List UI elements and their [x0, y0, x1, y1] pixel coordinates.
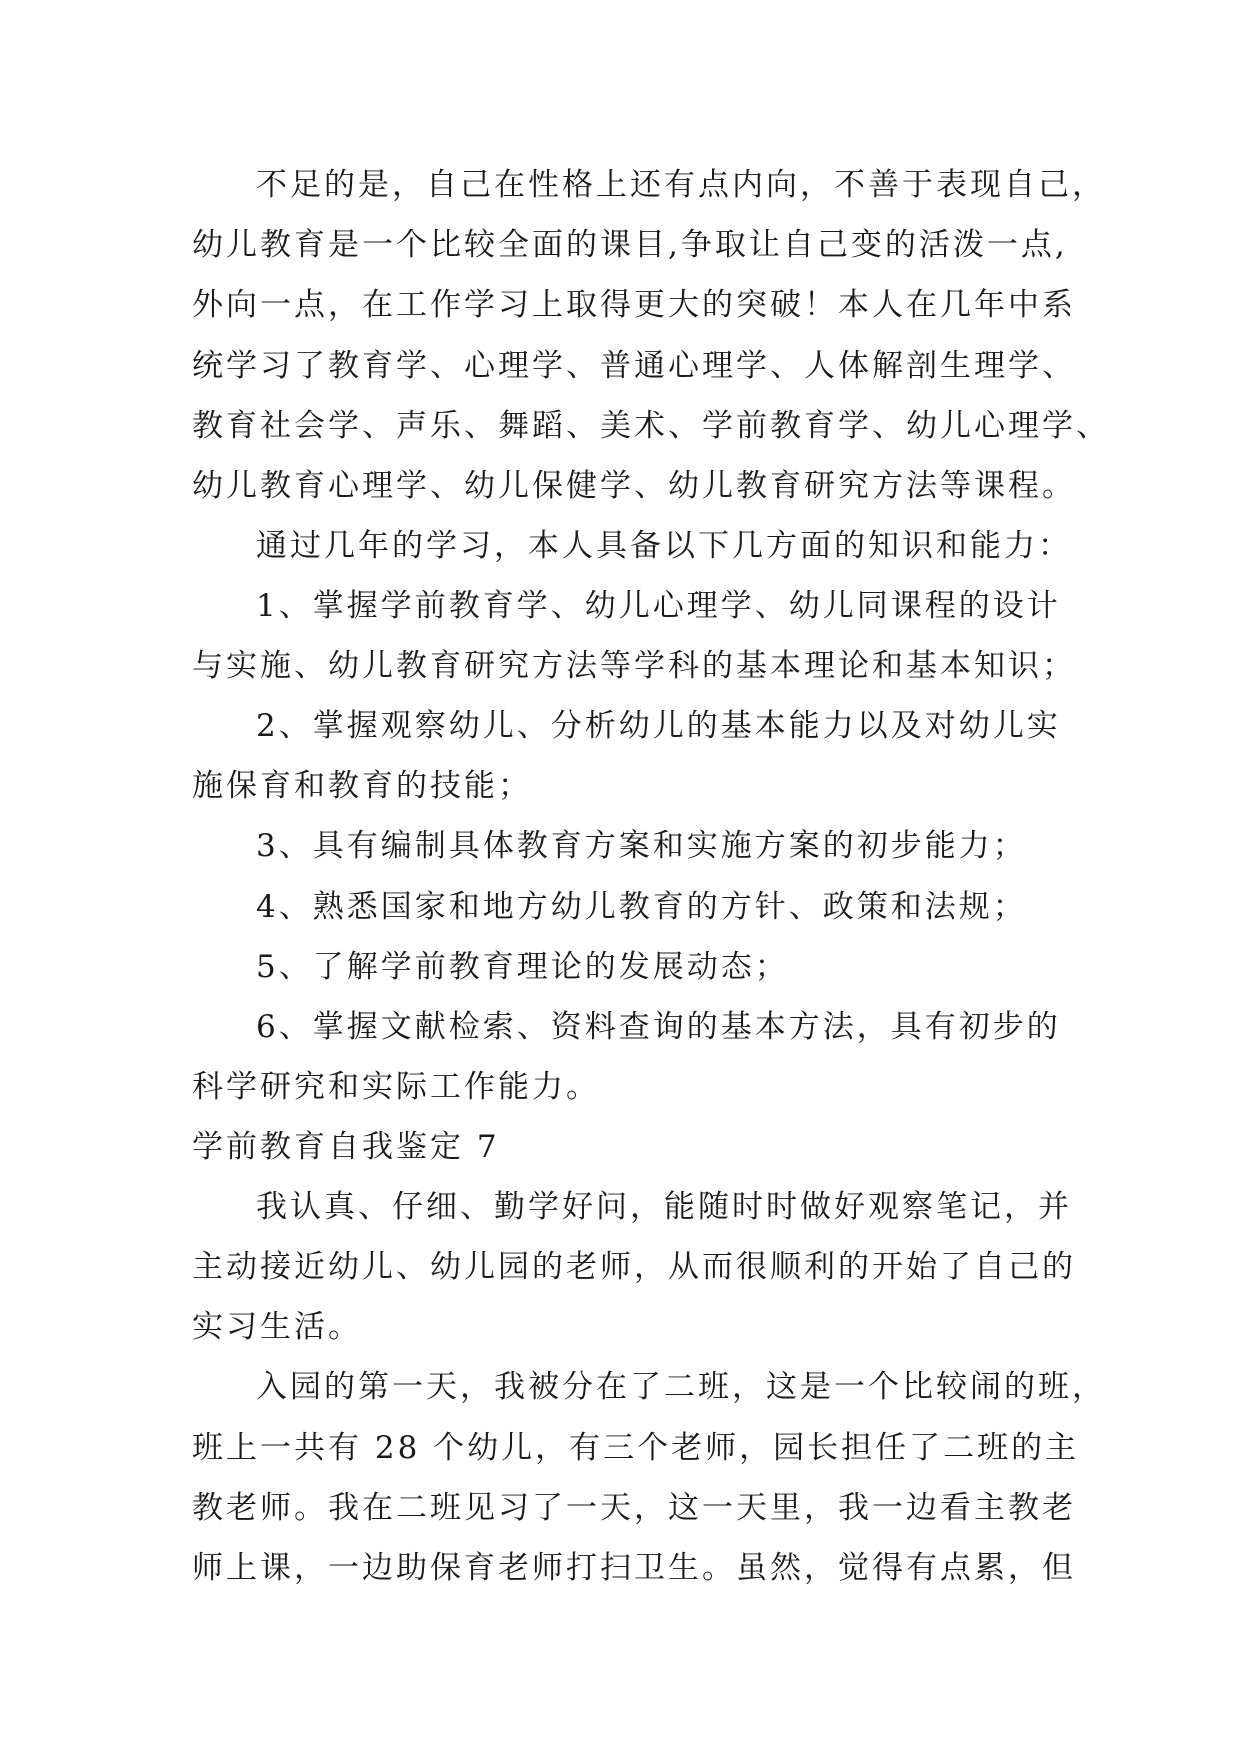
text-line: 3、具有编制具体教育方案和实施方案的初步能力；: [256, 828, 1027, 864]
text-line: 幼儿教育心理学、幼儿保健学、幼儿教育研究方法等课程。: [192, 468, 1076, 504]
text-line: 教老师。我在二班见习了一天，这一天里，我一边看主教老: [192, 1490, 1076, 1526]
text-line: 统学习了教育学、心理学、普通心理学、人体解剖生理学、: [192, 348, 1076, 384]
text-line: 教育社会学、声乐、舞蹈、美术、学前教育学、幼儿心理学、: [192, 408, 1110, 444]
text-line: 4、熟悉国家和地方幼儿教育的方针、政策和法规；: [256, 889, 1027, 925]
text-line: 科学研究和实际工作能力。: [192, 1069, 600, 1105]
text-line: 外向一点，在工作学习上取得更大的突破！本人在几年中系: [192, 287, 1076, 323]
text-line: 与实施、幼儿教育研究方法等学科的基本理论和基本知识；: [192, 648, 1076, 684]
text-line: 我认真、仔细、勤学好问，能随时时做好观察笔记，并: [256, 1189, 1072, 1225]
text-line: 主动接近幼儿、幼儿园的老师，从而很顺利的开始了自己的: [192, 1249, 1076, 1285]
text-line: 师上课，一边助保育老师打扫卫生。虽然，觉得有点累，但: [192, 1550, 1076, 1586]
text-line: 班上一共有 28 个幼儿，有三个老师，园长担任了二班的主: [192, 1430, 1080, 1466]
text-line: 6、掌握文献检索、资料查询的基本方法，具有初步的: [256, 1009, 1061, 1045]
text-line: 幼儿教育是一个比较全面的课目,争取让自己变的活泼一点,: [192, 227, 1068, 263]
text-line: 实习生活。: [192, 1309, 362, 1345]
text-line: 1、掌握学前教育学、幼儿心理学、幼儿同课程的设计: [256, 588, 1061, 624]
text-line: 2、掌握观察幼儿、分析幼儿的基本能力以及对幼儿实: [256, 708, 1061, 744]
section-heading: 学前教育自我鉴定 7: [192, 1129, 500, 1165]
text-line: 不足的是，自己在性格上还有点内向，不善于表现自己，: [256, 167, 1106, 203]
text-line: 入园的第一天，我被分在了二班，这是一个比较闹的班，: [256, 1369, 1106, 1405]
text-line: 5、了解学前教育理论的发展动态；: [256, 949, 789, 985]
text-line: 通过几年的学习，本人具备以下几方面的知识和能力：: [256, 528, 1072, 564]
text-line: 施保育和教育的技能；: [192, 768, 532, 804]
